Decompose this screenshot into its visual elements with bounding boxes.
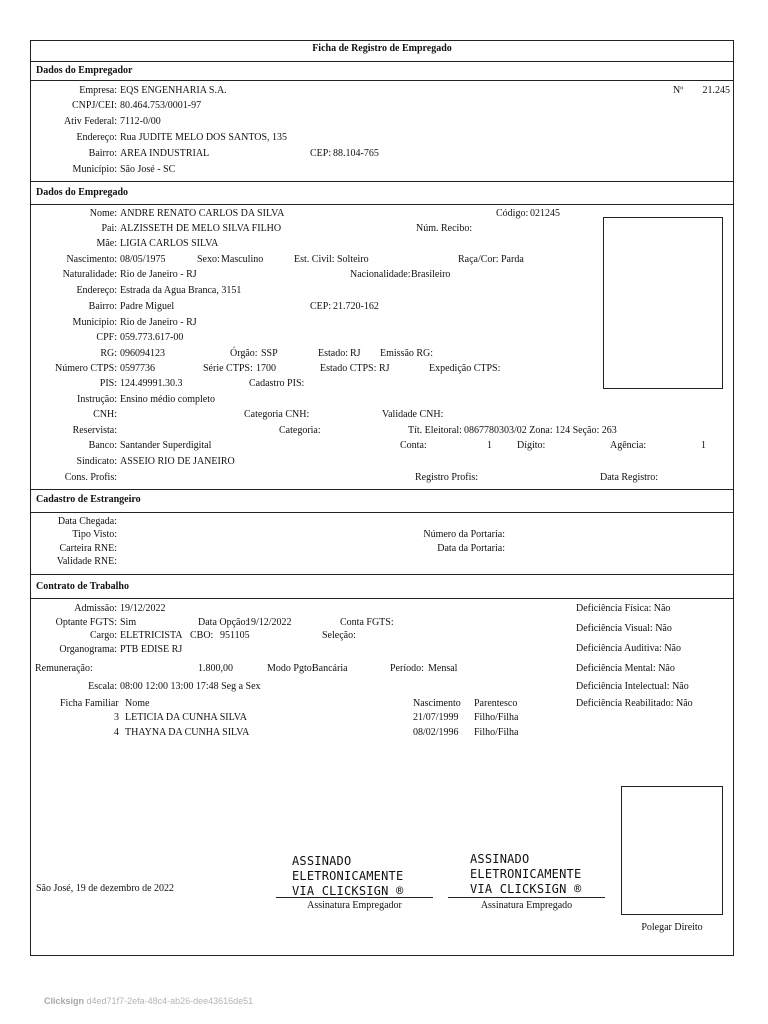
contract-cargo-label: Cargo:: [89, 630, 117, 641]
local-data: São José, 19 de dezembro de 2022: [36, 883, 175, 894]
clicksign-doc-id: d4ed71f7-2efa-48c4-ab26-dee43616de51: [86, 996, 254, 1006]
employer-cep-label: CEP:: [310, 148, 332, 159]
contract-selecao-label: Seleção:: [322, 630, 356, 641]
employer-municipio: São José - SC: [120, 164, 176, 175]
familia-col-parentesco: Parentesco: [474, 698, 518, 709]
employee-agencia-label: Agência:: [610, 440, 647, 451]
section-employee-header: Dados do Empregado: [36, 187, 129, 198]
deficiencia-reabilitado: Deficiência Reabilitado: Não: [576, 698, 693, 709]
divider: [30, 80, 734, 81]
employer-bairro: AREA INDUSTRIAL: [120, 148, 210, 159]
familia-row-nome: LETICIA DA CUNHA SILVA: [125, 712, 247, 723]
familia-col-nascimento: Nascimento: [413, 698, 461, 709]
employee-pai: ALZISSETH DE MELO SILVA FILHO: [120, 223, 282, 234]
employee-nacionalidade: Brasileiro: [411, 269, 451, 280]
employee-nome-label: Nome:: [89, 208, 117, 219]
employee-naturalidade-label: Naturalidade:: [62, 269, 117, 280]
employee-dataregistro-label: Data Registro:: [600, 472, 659, 483]
employer-endereco: Rua JUDITE MELO DOS SANTOS, 135: [120, 132, 288, 143]
section-employer-header: Dados do Empregador: [36, 65, 133, 76]
employee-seriectps: 1700: [256, 363, 276, 374]
contract-escala-label: Escala:: [88, 681, 117, 692]
employee-pai-label: Pai:: [101, 223, 117, 234]
familia-row-nascimento: 08/02/1996: [413, 727, 459, 738]
employee-recibo-label: Núm. Recibo:: [416, 223, 473, 234]
employee-cep: 21.720-162: [333, 301, 379, 312]
employee-instrucao: Ensino médio completo: [120, 394, 215, 405]
contract-periodo: Mensal: [428, 663, 458, 674]
employee-expedicao-label: Expedição CTPS:: [429, 363, 501, 374]
contract-cbo: 951105: [220, 630, 250, 641]
employer-empresa-label: Empresa:: [79, 85, 117, 96]
employee-estado: RJ: [350, 348, 361, 359]
contract-admissao: 19/12/2022: [120, 603, 166, 614]
foreign-chegada-label: Data Chegada:: [57, 516, 117, 527]
contract-cargo: ELETRICISTA: [120, 630, 183, 641]
employee-bairro: Padre Miguel: [120, 301, 175, 312]
employer-numero-label: Nº: [673, 85, 684, 96]
employee-nascimento: 08/05/1975: [120, 254, 166, 265]
contract-organograma: PTB EDISE RJ: [120, 644, 183, 655]
familia-row-nascimento: 21/07/1999: [413, 712, 459, 723]
employee-sindicato-label: Sindicato:: [76, 456, 117, 467]
foreign-valrne-label: Validade RNE:: [56, 556, 117, 567]
employer-numero: 21.245: [702, 85, 730, 96]
signature-line-empregado: [448, 897, 605, 898]
familia-row-parentesco: Filho/Filha: [474, 712, 519, 723]
contract-dataopcao: 19/12/2022: [246, 617, 292, 628]
divider: [30, 598, 734, 599]
employee-conta-label: Conta:: [400, 440, 427, 451]
employee-cnh-label: CNH:: [93, 409, 117, 420]
employee-nome: ANDRE RENATO CARLOS DA SILVA: [120, 208, 285, 219]
employee-raca-label: Raça/Cor:: [458, 254, 499, 265]
employee-cpf: 059.773.617-00: [120, 332, 184, 343]
employer-municipio-label: Município:: [72, 164, 117, 175]
familia-row-num: 4: [114, 727, 119, 738]
contract-organograma-label: Organograma:: [59, 644, 117, 655]
contract-dataopcao-label: Data Opção:: [198, 617, 249, 628]
familia-col-nome: Nome: [125, 698, 150, 709]
employee-nascimento-label: Nascimento:: [66, 254, 117, 265]
employee-reservista-label: Reservista:: [72, 425, 117, 436]
deficiencia-intelectual: Deficiência Intelectual: Não: [576, 681, 689, 692]
divider: [30, 512, 734, 513]
divider: [30, 61, 734, 62]
contract-modopgto-label: Modo Pgto:: [267, 663, 315, 674]
employee-titulo: 0867780303/02 Zona: 124 Seção: 263: [464, 425, 617, 436]
clicksign-brand: Clicksign: [44, 996, 85, 1006]
divider: [30, 489, 734, 490]
employee-estadoctps: RJ: [379, 363, 390, 374]
contract-escala: 08:00 12:00 13:00 17:48 Seg a Sex: [120, 681, 261, 692]
employee-estado-label: Estado:: [318, 348, 348, 359]
employee-titulo-label: Tít. Eleitoral:: [408, 425, 462, 436]
contract-remuneracao-label: Remuneração:: [35, 663, 93, 674]
divider: [30, 181, 734, 182]
section-contract-header: Contrato de Trabalho: [36, 581, 129, 592]
contract-fgts-label: Optante FGTS:: [55, 617, 117, 628]
employer-cep: 88.104-765: [333, 148, 379, 159]
employee-digito-label: Dígito:: [517, 440, 546, 451]
employee-banco-label: Banco:: [88, 440, 117, 451]
contract-fgts: Sim: [120, 617, 137, 628]
employee-conta: 1: [487, 440, 492, 451]
familia-row-nome: THAYNA DA CUNHA SILVA: [125, 727, 250, 738]
employee-catcnh-label: Categoria CNH:: [244, 409, 310, 420]
employer-cnpj-label: CNPJ/CEI:: [71, 100, 117, 111]
contract-modopgto: Bancária: [312, 663, 348, 674]
employee-raca: Parda: [501, 254, 524, 265]
employee-cadpis-label: Cadastro PIS:: [249, 378, 305, 389]
employee-instrucao-label: Instrução:: [77, 394, 117, 405]
employee-agencia: 1: [701, 440, 706, 451]
employee-estcivil: Solteiro: [337, 254, 369, 265]
deficiencia-auditiva: Deficiência Auditiva: Não: [576, 643, 681, 654]
employee-estadoctps-label: Estado CTPS:: [320, 363, 377, 374]
employee-mae: LIGIA CARLOS SILVA: [120, 238, 219, 249]
employee-cep-label: CEP:: [310, 301, 332, 312]
employee-orgao-label: Órgão:: [230, 348, 258, 359]
employer-empresa: EQS ENGENHARIA S.A.: [120, 85, 227, 96]
thumbprint-box: [621, 786, 723, 915]
foreign-dataportaria-label: Data da Portaria:: [437, 543, 505, 554]
employer-ativ: 7112-0/00: [120, 116, 161, 127]
employer-ativ-label: Ativ Federal:: [63, 116, 117, 127]
contract-remuneracao: 1.800,00: [198, 663, 233, 674]
employee-orgao: SSP: [261, 348, 278, 359]
page-title: Ficha de Registro de Empregado: [312, 43, 452, 54]
employee-ctps: 0597736: [120, 363, 155, 374]
employee-rg: 096094123: [120, 348, 165, 359]
familia-row-num: 3: [114, 712, 119, 723]
foreign-portaria-label: Número da Portaria:: [423, 529, 505, 540]
employee-bairro-label: Bairro:: [88, 301, 117, 312]
employee-municipio-label: Município:: [72, 317, 117, 328]
employee-sexo: Masculino: [221, 254, 264, 265]
section-foreign-header: Cadastro de Estrangeiro: [36, 494, 141, 505]
employer-bairro-label: Bairro:: [88, 148, 117, 159]
familia-label: Ficha Familiar: [60, 698, 119, 709]
employee-naturalidade: Rio de Janeiro - RJ: [120, 269, 197, 280]
foreign-rne-label: Carteira RNE:: [59, 543, 117, 554]
signature-label-empregador: Assinatura Empregador: [307, 900, 402, 911]
employee-regprofis-label: Registro Profis:: [415, 472, 479, 483]
contract-cbo-label: CBO:: [190, 630, 214, 641]
deficiencia-visual: Deficiência Visual: Não: [576, 623, 672, 634]
employee-nacionalidade-label: Nacionalidade:: [350, 269, 411, 280]
photo-box: [603, 217, 723, 389]
stamp-empregado: ASSINADO ELETRONICAMENTE VIA CLICKSIGN ®: [470, 852, 582, 896]
thumbprint-label: Polegar Direito: [641, 922, 703, 933]
contract-periodo-label: Período:: [390, 663, 424, 674]
employee-pis: 124.49991.30.3: [120, 378, 183, 389]
employee-consprofis-label: Cons. Profis:: [64, 472, 117, 483]
signature-line-empregador: [276, 897, 433, 898]
employee-codigo-label: Código:: [496, 208, 529, 219]
employee-seriectps-label: Série CTPS:: [203, 363, 253, 374]
employee-emissao-label: Emissão RG:: [380, 348, 434, 359]
employee-rg-label: RG:: [100, 348, 117, 359]
employee-codigo: 021245: [530, 208, 560, 219]
employee-categoria-label: Categoria:: [279, 425, 321, 436]
signature-label-empregado: Assinatura Empregado: [480, 900, 573, 911]
contract-contafgts-label: Conta FGTS:: [340, 617, 394, 628]
employee-sexo-label: Sexo:: [197, 254, 220, 265]
employee-valcnh-label: Validade CNH:: [382, 409, 444, 420]
employee-ctps-label: Número CTPS:: [55, 363, 117, 374]
deficiencia-mental: Deficiência Mental: Não: [576, 663, 675, 674]
employee-sindicato: ASSEIO RIO DE JANEIRO: [120, 456, 235, 467]
employee-municipio: Rio de Janeiro - RJ: [120, 317, 197, 328]
employee-cpf-label: CPF:: [96, 332, 117, 343]
divider: [30, 204, 734, 205]
employee-pis-label: PIS:: [99, 378, 117, 389]
employee-estcivil-label: Est. Civil:: [294, 254, 335, 265]
divider: [30, 574, 734, 575]
deficiencia-fisica: Deficiência Física: Não: [576, 603, 671, 614]
stamp-empregador: ASSINADO ELETRONICAMENTE VIA CLICKSIGN ®: [292, 854, 404, 898]
employee-endereco-label: Endereço:: [76, 285, 117, 296]
employee-mae-label: Mãe:: [96, 238, 117, 249]
employer-cnpj: 80.464.753/0001-97: [120, 100, 202, 111]
employer-endereco-label: Endereço:: [76, 132, 117, 143]
employee-endereco: Estrada da Agua Branca, 3151: [120, 285, 242, 296]
foreign-visto-label: Tipo Visto:: [72, 529, 117, 540]
clicksign-footer: [44, 996, 253, 1006]
employee-banco: Santander Superdigital: [120, 440, 212, 451]
familia-row-parentesco: Filho/Filha: [474, 727, 519, 738]
contract-admissao-label: Admissão:: [74, 603, 117, 614]
